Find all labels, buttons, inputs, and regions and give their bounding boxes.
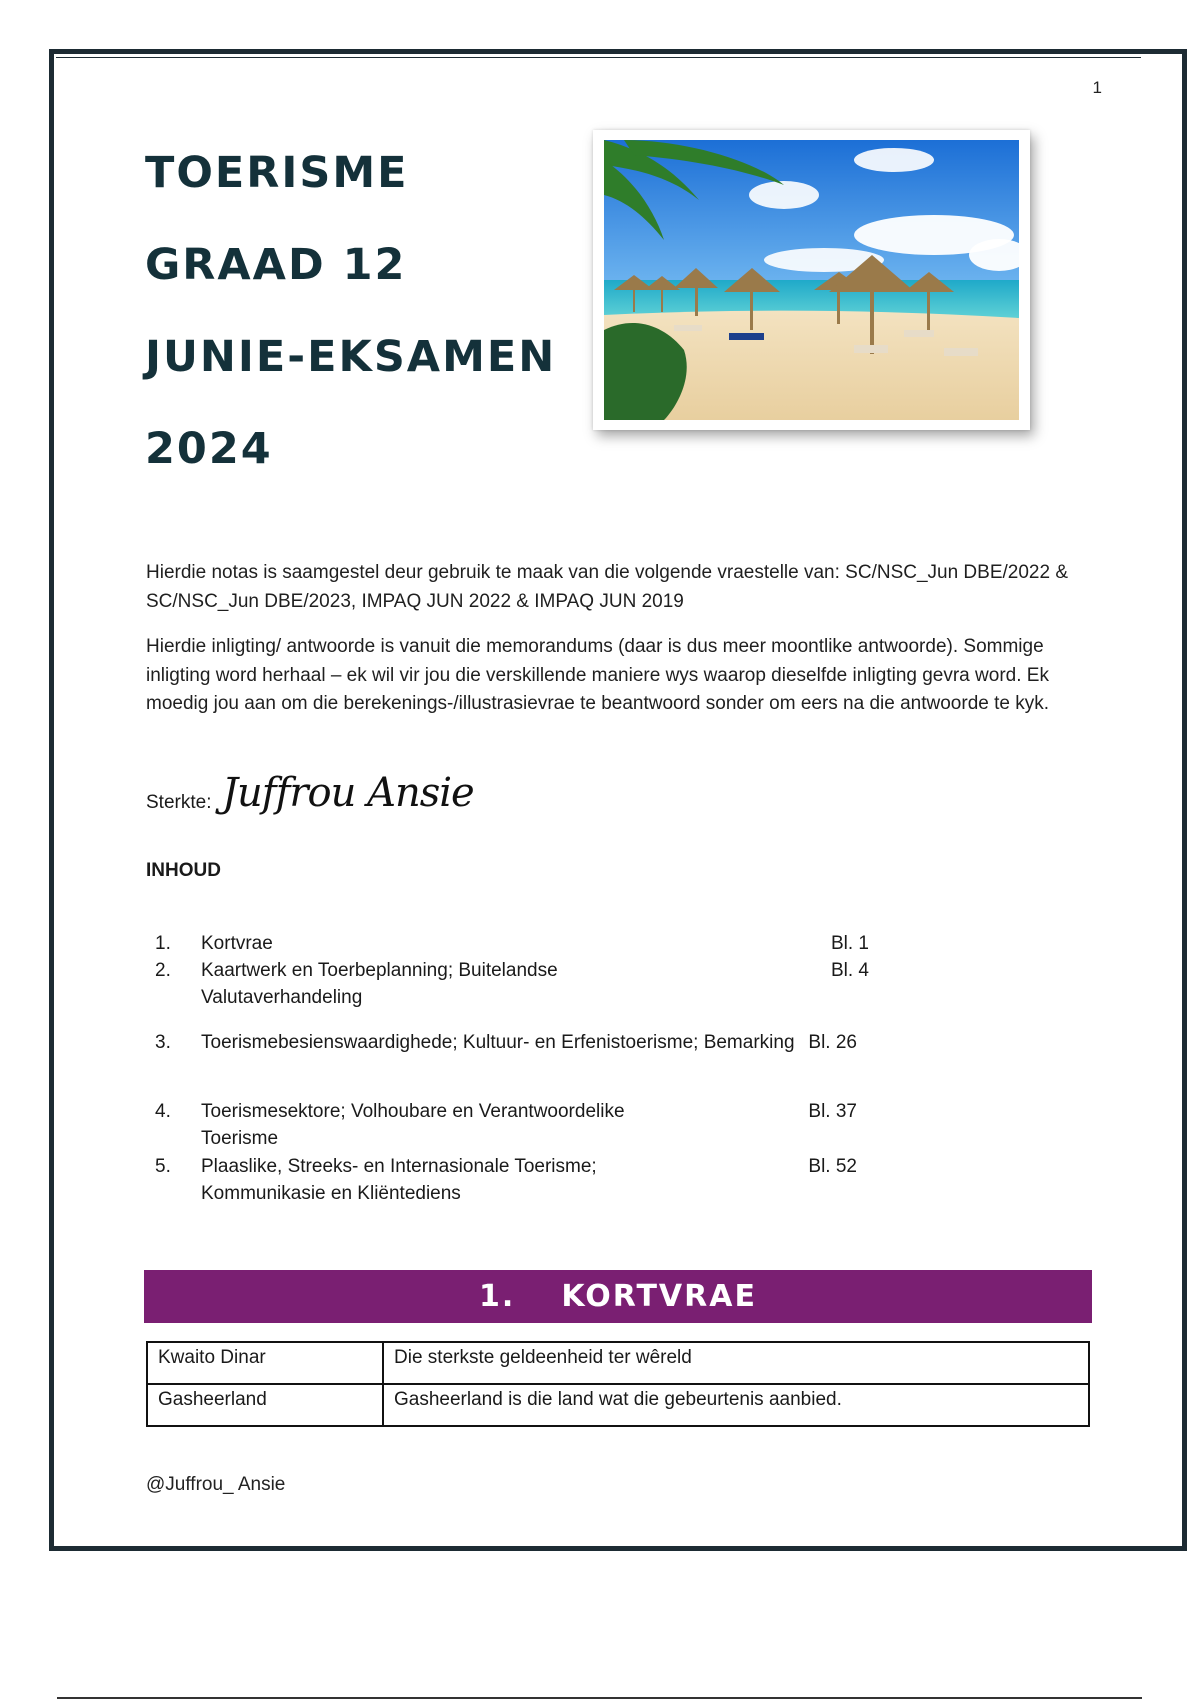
section-number: 1.	[479, 1279, 516, 1314]
term-cell: Kwaito Dinar	[147, 1342, 383, 1384]
definition-cell: Die sterkste geldeenheid ter wêreld	[383, 1342, 1089, 1384]
beach-photo	[593, 130, 1030, 430]
intro-paragraph: Hierdie notas is saamgestel deur gebruik te maak van die volgende vraestelle van: SC/NSC_Jun DBE/2022 & SC/NSC_Jun DBE/2023, IMPAQ JUN 2022 & IMPAQ JUN 2019	[146, 562, 1069, 612]
title-line: TOERISME	[145, 148, 409, 198]
toc-number: 3.	[155, 1032, 171, 1053]
toc-title: Toerismesektore; Volhoubare en Verantwoordelike Toerisme	[201, 1101, 625, 1149]
document-title	[145, 150, 556, 518]
page-number: 1	[1092, 78, 1102, 97]
next-page-edge	[57, 1697, 1142, 1699]
toc-heading: INHOUD	[146, 860, 221, 881]
toc-number: 5.	[155, 1156, 171, 1177]
title-line: JUNIE-EKSAMEN	[145, 332, 557, 382]
footer-handle: @Juffrou_ Ansie	[146, 1474, 286, 1495]
toc-title: Kaartwerk en Toerbeplanning; Buitelandse Valutaverhandeling	[201, 960, 558, 1008]
toc-title: Plaaslike, Streeks- en Internasionale Toerisme; Kommunikasie en Kliëntediens	[201, 1156, 597, 1204]
toc-page: Bl. 52	[808, 1156, 857, 1177]
definition-cell: Gasheerland is die land wat die gebeurtenis aanbied.	[383, 1384, 1089, 1426]
top-rule	[56, 57, 1141, 58]
toc-title: Kortvrae	[201, 933, 273, 954]
signature-row	[146, 770, 566, 840]
section-title: KORTVRAE	[561, 1279, 757, 1314]
term-cell: Gasheerland	[147, 1384, 383, 1426]
toc-number: 2.	[155, 960, 171, 981]
toc-page: Bl. 37	[808, 1101, 857, 1122]
table-row	[147, 1384, 1089, 1426]
toc-number: 4.	[155, 1101, 171, 1122]
signature: Juffrou Ansie	[222, 770, 474, 816]
toc-page: Bl. 1	[830, 933, 869, 954]
beach-illustration	[604, 140, 1019, 420]
title-line: GRAAD 12	[145, 240, 407, 290]
toc-page: Bl. 4	[830, 960, 869, 981]
toc-number: 1.	[155, 933, 171, 954]
title-line: 2024	[145, 424, 273, 474]
terms-table	[146, 1341, 1090, 1427]
table-row	[147, 1342, 1089, 1384]
toc-page: Bl. 26	[808, 1032, 857, 1053]
toc-title: Toerismebesienswaardighede; Kultuur- en Erfenistoerisme; Bemarking	[201, 1032, 795, 1053]
intro-paragraph: Hierdie inligting/ antwoorde is vanuit die memorandums (daar is dus meer moontlike antwoorde). Sommige inligting word herhaal – ek wil vir jou die verskillende maniere wys waarop dieselfde inligting gevra word. Ek moedig jou aan om die berekenings-/illustrasievrae te beantwoord sonder om eers na die antwoorde te kyk.	[146, 636, 1050, 714]
section-heading-bar	[144, 1270, 1092, 1323]
intro-text	[146, 559, 1076, 719]
signature-label: Sterkte:	[146, 792, 212, 813]
